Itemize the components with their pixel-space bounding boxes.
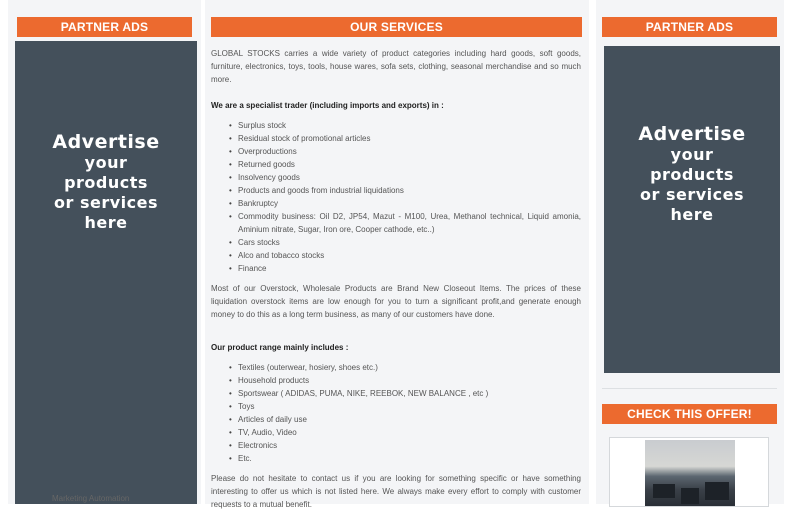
footer-link-peek[interactable]: Marketing Automation bbox=[52, 494, 130, 503]
left-ad-line-5: here bbox=[84, 213, 128, 232]
list-item: • Insolvency goods bbox=[229, 171, 581, 184]
right-ad-line-2: your bbox=[670, 145, 714, 164]
our-services-header: OUR SERVICES bbox=[211, 17, 582, 37]
left-partner-ad-banner[interactable] bbox=[15, 41, 197, 504]
list-item: • Finance bbox=[229, 262, 581, 275]
list-item: • Overproductions bbox=[229, 145, 581, 158]
right-partner-ad-banner[interactable] bbox=[604, 46, 780, 373]
left-ad-line-1: Advertise bbox=[52, 131, 160, 153]
list-item: • Commodity business: Oil D2, JP54, Mazut - M100, Urea, Methanol technical, Liquid amonia, Aminium nitrate, Sugar, Iron ore, Cooper cathode, etc..) bbox=[229, 210, 581, 236]
left-ad-line-4: or services bbox=[54, 193, 158, 212]
list-item: • Cars stocks bbox=[229, 236, 581, 249]
list-item: • TV, Audio, Video bbox=[229, 426, 581, 439]
range-heading: Our product range mainly includes : bbox=[211, 343, 349, 352]
product-item bbox=[653, 484, 675, 498]
list-item: • Textiles (outerwear, hosiery, shoes etc.) bbox=[229, 361, 581, 374]
services-intro: GLOBAL STOCKS carries a wide variety of product categories including hard goods, soft goods, furniture, electronics, toys, tools, house wares, sofa sets, clothing, seasonal merchandise and so much more. bbox=[211, 49, 581, 84]
list-item: • Articles of daily use bbox=[229, 413, 581, 426]
specialist-heading: We are a specialist trader (including imports and exports) in : bbox=[211, 101, 444, 110]
list-item: • Surplus stock bbox=[229, 119, 581, 132]
list-item: • Products and goods from industrial liquidations bbox=[229, 184, 581, 197]
offer-product-image[interactable] bbox=[645, 440, 735, 506]
left-ad-line-2: your bbox=[84, 153, 128, 172]
range-list bbox=[229, 361, 581, 465]
overstock-text: Most of our Overstock, Wholesale Products are Brand New Closeout Items. The prices of these liquidation overstock items are low enough for you to turn a significant profit,and generate enough money to do this as a long term business, as many of our customers have done. bbox=[211, 284, 581, 319]
offer-card[interactable] bbox=[609, 437, 769, 507]
list-item: • Residual stock of promotional articles bbox=[229, 132, 581, 145]
list-item: • Household products bbox=[229, 374, 581, 387]
right-ad-line-5: here bbox=[670, 205, 714, 224]
right-ad-line-4: or services bbox=[640, 185, 744, 204]
services-content bbox=[211, 47, 581, 511]
list-item: • Electronics bbox=[229, 439, 581, 452]
left-partner-ads-header: PARTNER ADS bbox=[17, 17, 192, 37]
list-item: • Bankruptcy bbox=[229, 197, 581, 210]
right-partner-ads-header: PARTNER ADS bbox=[602, 17, 777, 37]
specialist-list bbox=[229, 119, 581, 275]
list-item: • Alco and tobacco stocks bbox=[229, 249, 581, 262]
left-ad-line-3: products bbox=[64, 173, 148, 192]
list-item: • Etc. bbox=[229, 452, 581, 465]
list-item: • Sportswear ( ADIDAS, PUMA, NIKE, REEBOK, NEW BALANCE , etc ) bbox=[229, 387, 581, 400]
product-item bbox=[705, 482, 729, 500]
product-item bbox=[681, 488, 699, 504]
closing-text: Please do not hesitate to contact us if you are looking for something specific or have something interesting to offer us which is not listed here. We always make every effort to comply with customer requests to a mutual benefit. bbox=[211, 474, 581, 509]
sidebar-divider bbox=[602, 388, 777, 389]
right-ad-line-1: Advertise bbox=[638, 123, 746, 145]
list-item: • Toys bbox=[229, 400, 581, 413]
right-ad-line-3: products bbox=[650, 165, 734, 184]
list-item: • Returned goods bbox=[229, 158, 581, 171]
check-offer-header: CHECK THIS OFFER! bbox=[602, 404, 777, 424]
